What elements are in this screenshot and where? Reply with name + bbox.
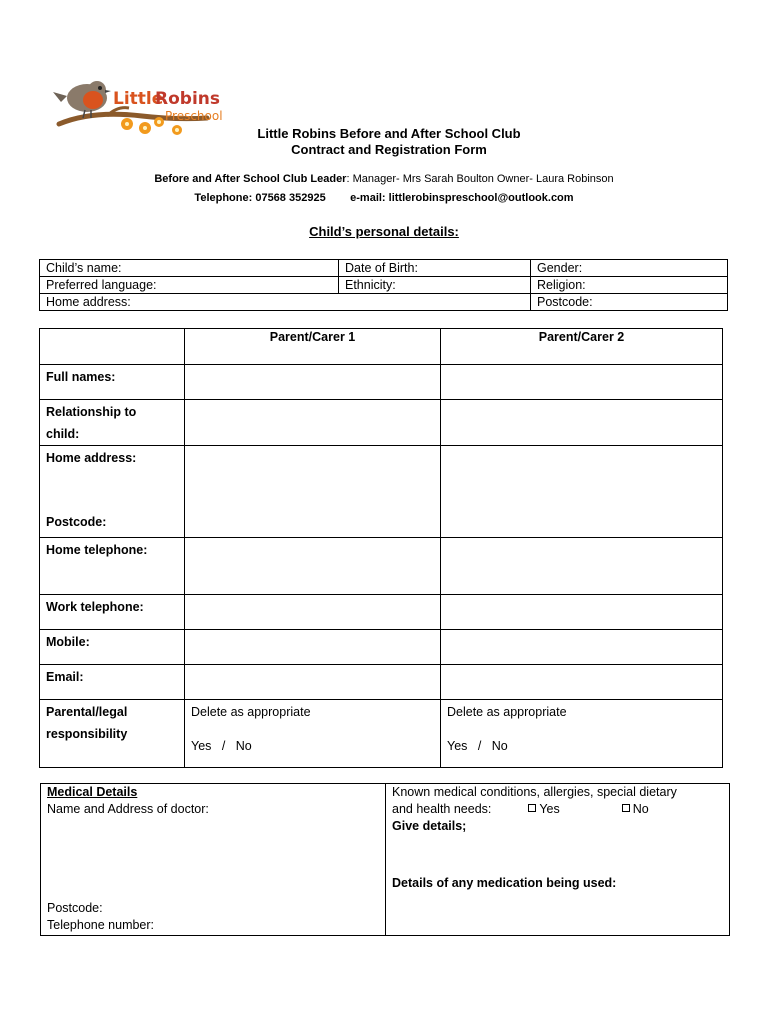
home-address-field[interactable]: Home address: <box>40 294 531 311</box>
parent2-responsibility-field[interactable]: Delete as appropriate Yes / No <box>441 700 723 768</box>
home-address-label: Home address: Postcode: <box>40 446 185 538</box>
ethnicity-field[interactable]: Ethnicity: <box>339 277 531 294</box>
child-name-field[interactable]: Child’s name: <box>40 260 339 277</box>
parent1-address-field[interactable] <box>185 446 441 538</box>
dob-field[interactable]: Date of Birth: <box>339 260 531 277</box>
language-field[interactable]: Preferred language: <box>40 277 339 294</box>
table-row <box>40 595 723 630</box>
parent1-home-tel-field[interactable] <box>185 538 441 595</box>
leader-line <box>0 172 768 186</box>
conditions-cell[interactable]: Known medical conditions, allergies, special dietary and health needs: Yes No Give details; Details of any medication being used: <box>386 784 730 936</box>
medication-label: Details of any medication being used: <box>392 876 617 890</box>
parent1-work-tel-field[interactable] <box>185 595 441 630</box>
parent1-mobile-field[interactable] <box>185 630 441 665</box>
child-details-table <box>39 259 728 311</box>
doctor-label: Name and Address of doctor: <box>47 802 209 816</box>
table-row <box>40 446 723 538</box>
table-row <box>41 784 730 936</box>
table-row <box>40 538 723 595</box>
parent2-relationship-field[interactable] <box>441 400 723 446</box>
svg-text:Robins: Robins <box>155 89 220 109</box>
form-subtitle: Contract and Registration Form <box>291 142 487 157</box>
religion-field[interactable]: Religion: <box>531 277 728 294</box>
table-row <box>40 294 728 311</box>
gender-field[interactable]: Gender: <box>531 260 728 277</box>
table-row <box>40 700 723 768</box>
parent-details-table <box>39 328 723 768</box>
postcode-label: Postcode: <box>46 515 107 529</box>
medical-heading: Medical Details <box>47 785 138 799</box>
relationship-label: Relationship to child: <box>40 400 185 446</box>
yes-option: Yes <box>539 802 560 816</box>
table-row <box>40 400 723 446</box>
table-row <box>40 277 728 294</box>
medical-details-table <box>40 783 730 936</box>
doctor-postcode-label: Postcode: <box>47 901 103 915</box>
parent1-relationship-field[interactable] <box>185 400 441 446</box>
no-option: No <box>632 802 649 816</box>
delete-instruction: Delete as appropriate <box>447 705 567 719</box>
empty-header-cell <box>40 329 185 365</box>
leader-text: : Manager- Mrs Sarah Boulton Owner- Laura Robinson <box>346 173 614 185</box>
form-title: Little Robins Before and After School Club <box>257 126 521 141</box>
no-option[interactable]: No <box>235 739 252 753</box>
table-row <box>40 630 723 665</box>
give-details-label: Give details; <box>392 819 467 833</box>
telephone-text: Telephone: 07568 352925 <box>194 192 326 204</box>
leader-label: Before and After School Club Leader <box>154 173 347 185</box>
parent2-address-field[interactable] <box>441 446 723 538</box>
contact-line <box>0 191 768 205</box>
full-names-label: Full names: <box>40 365 185 400</box>
parent2-full-names-field[interactable] <box>441 365 723 400</box>
table-row <box>40 665 723 700</box>
svg-text:Preschool: Preschool <box>165 109 223 123</box>
parent2-header: Parent/Carer 2 <box>441 329 723 365</box>
svg-text:Little: Little <box>113 89 164 109</box>
child-details-heading: Child’s personal details: <box>309 224 459 239</box>
parent1-header: Parent/Carer 1 <box>185 329 441 365</box>
yes-checkbox[interactable] <box>528 804 536 812</box>
email-label: Email: <box>40 665 185 700</box>
table-row <box>40 365 723 400</box>
parent2-mobile-field[interactable] <box>441 630 723 665</box>
parent1-responsibility-field[interactable]: Delete as appropriate Yes / No <box>185 700 441 768</box>
no-checkbox[interactable] <box>622 804 630 812</box>
work-telephone-label: Work telephone: <box>40 595 185 630</box>
delete-instruction: Delete as appropriate <box>191 705 311 719</box>
conditions-label: Known medical conditions, allergies, special dietary <box>392 785 677 799</box>
email-text: e-mail: littlerobinspreschool@outlook.com <box>350 192 574 204</box>
mobile-label: Mobile: <box>40 630 185 665</box>
parent2-home-tel-field[interactable] <box>441 538 723 595</box>
table-row <box>40 329 723 365</box>
yes-option[interactable]: Yes <box>191 739 212 753</box>
doctor-telephone-label: Telephone number: <box>47 918 155 932</box>
doctor-cell[interactable] <box>41 784 386 936</box>
parent1-full-names-field[interactable] <box>185 365 441 400</box>
responsibility-label: Parental/legal responsibility <box>40 700 185 768</box>
table-row <box>40 260 728 277</box>
parent1-email-field[interactable] <box>185 665 441 700</box>
parent2-email-field[interactable] <box>441 665 723 700</box>
no-option[interactable]: No <box>491 739 508 753</box>
yes-option[interactable]: Yes <box>447 739 468 753</box>
home-telephone-label: Home telephone: <box>40 538 185 595</box>
parent2-work-tel-field[interactable] <box>441 595 723 630</box>
postcode-field[interactable]: Postcode: <box>531 294 728 311</box>
